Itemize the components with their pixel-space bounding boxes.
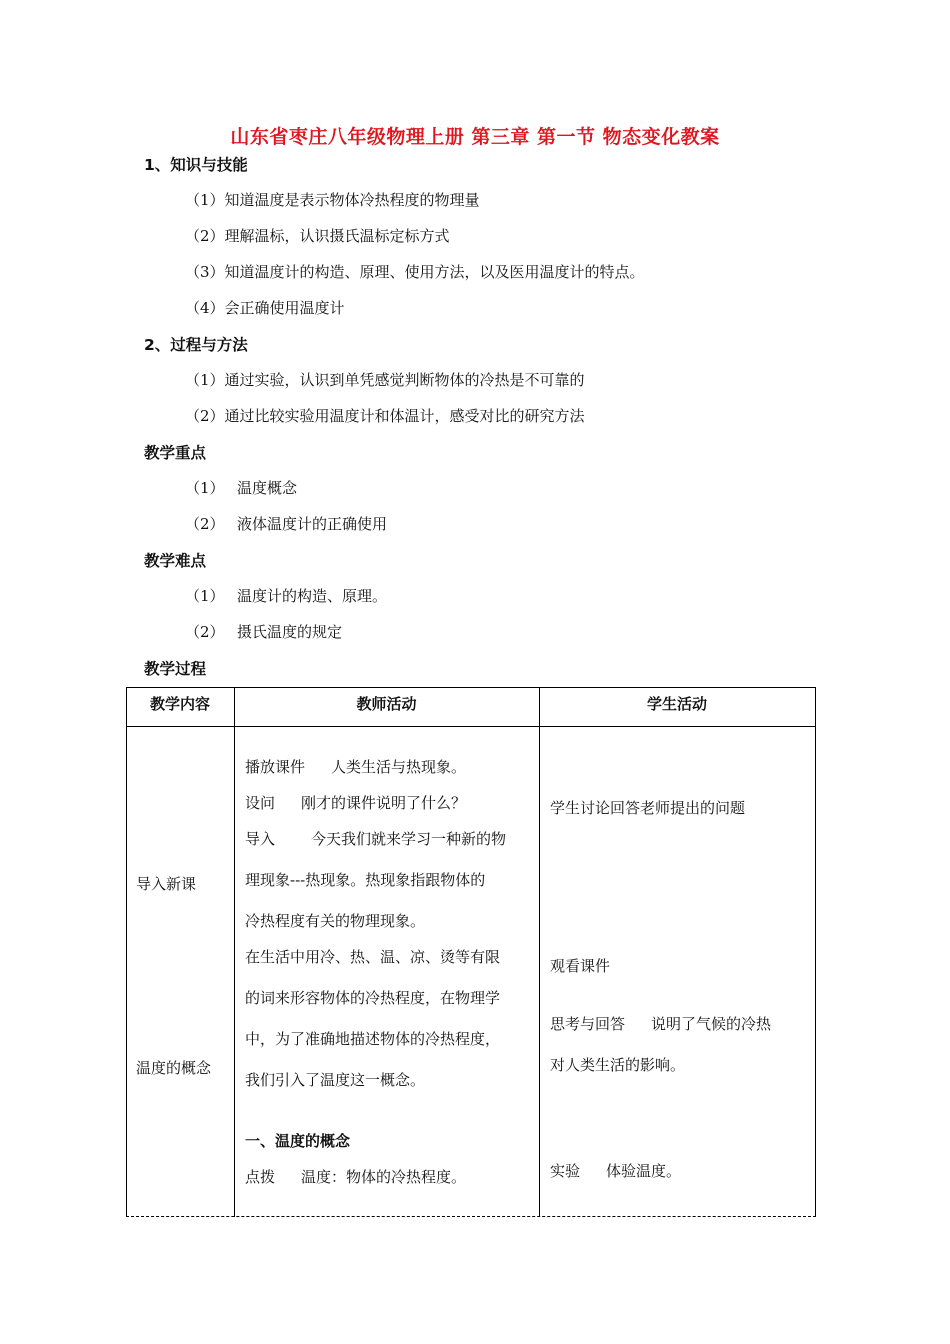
teacher-line-9: 我们引入了温度这一概念。 (245, 1071, 426, 1089)
teacher-line-1 (245, 756, 466, 777)
section-heading-difficulties: 教学难点 (144, 552, 207, 570)
process-item-2: （2）通过比较实验用温度计和体温计，感受对比的研究方法 (185, 407, 585, 425)
table-page-break-line (126, 1216, 816, 1217)
teacher-line-5: 冷热程度有关的物理现象。 (245, 912, 426, 930)
key-point-number-2: （2） (185, 515, 225, 533)
difficulty-text-2: 摄氏温度的规定 (237, 623, 343, 641)
teacher-line-11 (245, 1166, 466, 1187)
table-left-border (126, 687, 127, 1217)
teacher-line-11-label: 点拨 (245, 1168, 276, 1186)
teacher-subheading-temperature-concept: 一、温度的概念 (245, 1132, 351, 1150)
teacher-line-3-label: 导入 (245, 830, 276, 848)
document-title: 山东省枣庄八年级物理上册 第三章 第一节 物态变化教案 (230, 126, 720, 148)
header-teacher-activity: 教师活动 (356, 695, 417, 713)
teacher-line-7: 的词来形容物体的冷热程度，在物理学 (245, 989, 501, 1007)
table-top-border (126, 687, 816, 688)
table-col-divider-2 (539, 687, 540, 1217)
knowledge-item-4: （4）会正确使用温度计 (185, 299, 345, 317)
key-point-text-1: 温度概念 (237, 479, 298, 497)
knowledge-item-3: （3）知道温度计的构造、原理、使用方法，以及医用温度计的特点。 (185, 263, 645, 281)
key-point-number-1: （1） (185, 479, 225, 497)
teacher-line-6: 在生活中用冷、热、温、凉、烫等有限 (245, 948, 501, 966)
header-student-activity: 学生活动 (646, 695, 707, 713)
content-intro-new-lesson: 导入新课 (136, 875, 197, 893)
student-line-3 (550, 1013, 771, 1034)
teacher-line-3-text: 今天我们就来学习一种新的物 (311, 830, 507, 848)
student-line-3-text: 说明了气候的冷热 (651, 1015, 772, 1033)
teacher-line-1-label: 播放课件 (245, 758, 306, 776)
teacher-line-1-text: 人类生活与热现象。 (331, 758, 467, 776)
difficulty-number-1: （1） (185, 587, 225, 605)
section-heading-knowledge: 1、知识与技能 (144, 156, 248, 174)
knowledge-item-2: （2）理解温标，认识摄氏温标定标方式 (185, 227, 450, 245)
process-item-1: （1）通过实验，认识到单凭感觉判断物体的冷热是不可靠的 (185, 371, 585, 389)
student-line-1: 学生讨论回答老师提出的问题 (550, 799, 746, 817)
key-point-text-2: 液体温度计的正确使用 (237, 515, 388, 533)
difficulty-text-1: 温度计的构造、原理。 (237, 587, 388, 605)
section-heading-key-points: 教学重点 (144, 444, 207, 462)
teacher-line-8: 中，为了准确地描述物体的冷热程度， (245, 1030, 501, 1048)
student-line-4: 对人类生活的影响。 (550, 1056, 686, 1074)
section-heading-process: 2、过程与方法 (144, 336, 248, 354)
content-temperature-concept: 温度的概念 (136, 1059, 212, 1077)
teacher-line-4: 理现象---热现象。热现象指跟物体的 (245, 871, 486, 889)
table-right-border (815, 687, 816, 1217)
section-heading-teaching-process: 教学过程 (144, 660, 207, 678)
header-teaching-content: 教学内容 (149, 695, 210, 713)
table-col-divider-1 (234, 687, 235, 1217)
teacher-line-2-text: 刚才的课件说明了什么？ (301, 794, 467, 812)
teacher-line-2 (245, 792, 466, 813)
student-line-2: 观看课件 (550, 957, 611, 975)
table-header-divider (126, 726, 816, 727)
student-line-5-text: 体验温度。 (606, 1162, 682, 1180)
student-line-5 (550, 1160, 681, 1181)
student-line-3-label: 思考与回答 (550, 1015, 626, 1033)
teacher-line-11-text: 温度：物体的冷热程度。 (301, 1168, 467, 1186)
teacher-line-2-label: 设问 (245, 794, 276, 812)
difficulty-number-2: （2） (185, 623, 225, 641)
teacher-line-3 (245, 828, 506, 849)
student-line-5-label: 实验 (550, 1162, 581, 1180)
knowledge-item-1: （1）知道温度是表示物体冷热程度的物理量 (185, 191, 480, 209)
